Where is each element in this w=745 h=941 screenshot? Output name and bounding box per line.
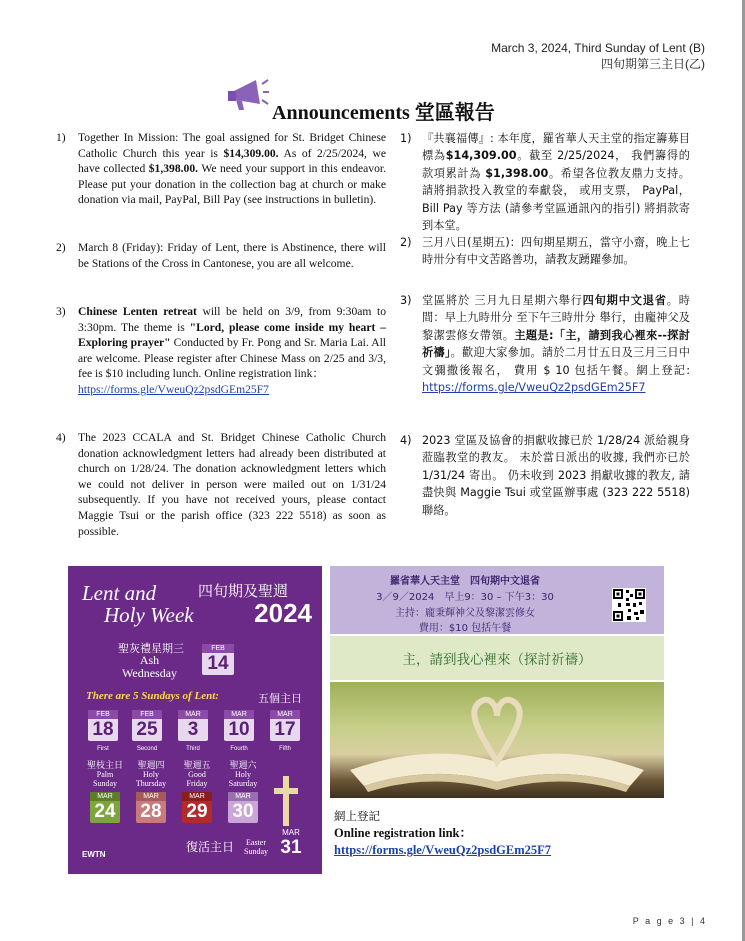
sunday-ordinal: Fifth bbox=[279, 746, 291, 752]
holy-day-label: Holy Saturday bbox=[228, 770, 258, 788]
holy-date-card: MAR 30 bbox=[228, 792, 258, 823]
holy-day-label: Good Friday bbox=[186, 770, 208, 788]
sunday-date-card: FEB 25 bbox=[132, 710, 162, 741]
holy-day-cn: 聖週六 bbox=[229, 761, 257, 771]
easter-cn: 復活主日 bbox=[186, 840, 235, 854]
sunday-date-card: MAR 17 bbox=[270, 710, 300, 741]
easter-date-card: MAR 31 bbox=[280, 828, 302, 858]
registration-link-cn[interactable]: https://forms.gle/VweuQz2psdGEm25F7 bbox=[422, 381, 646, 395]
poster-title-line2: Holy Week bbox=[104, 603, 194, 627]
page-header bbox=[491, 40, 705, 72]
ewtn-logo: EWTN bbox=[82, 850, 106, 859]
holy-day-cn: 聖週四 bbox=[137, 761, 165, 771]
page-title: Announcements 堂區報告 bbox=[272, 102, 495, 124]
holy-day-label: Palm Sunday bbox=[93, 770, 117, 788]
retreat-poster bbox=[330, 566, 664, 798]
lent-holy-week-poster bbox=[68, 566, 322, 874]
registration-cn: 網上登記 bbox=[334, 809, 380, 823]
poster-title-line1: Lent and bbox=[82, 581, 157, 605]
sunday-date-card: MAR 3 bbox=[178, 710, 208, 741]
qr-code-icon bbox=[612, 588, 646, 622]
megaphone-icon bbox=[226, 78, 270, 114]
date-line: March 3, 2024, Third Sunday of Lent (B) bbox=[491, 41, 705, 55]
registration-link-bottom[interactable]: https://forms.gle/VweuQz2psdGEm25F7 bbox=[334, 843, 552, 857]
announcements-heading bbox=[226, 78, 556, 122]
page-number: P a g e 3 | 4 bbox=[632, 916, 707, 926]
open-book-photo bbox=[330, 682, 664, 798]
cross-icon bbox=[274, 776, 298, 826]
sunday-ordinal: Fourth bbox=[230, 746, 248, 752]
holy-day-cn: 聖枝主日 bbox=[86, 761, 123, 771]
sunday-ordinal: Third bbox=[186, 746, 200, 752]
poster-year: 2024 bbox=[254, 598, 312, 628]
sundays-heading-cn: 五個主日 bbox=[258, 692, 302, 705]
holy-day-cn: 聖週五 bbox=[183, 761, 211, 771]
online-registration bbox=[334, 808, 551, 859]
retreat-line4: 費用：$10 包括午餐 bbox=[418, 623, 512, 634]
sunday-ordinal: First bbox=[97, 746, 109, 752]
poster-title-cn: 四旬期及聖週 bbox=[198, 582, 289, 600]
sundays-heading: There are 5 Sundays of Lent: bbox=[86, 690, 219, 702]
sunday-date-card: FEB 18 bbox=[88, 710, 118, 741]
retreat-theme: 主，請到我心裡來（探討祈禱） bbox=[402, 652, 592, 668]
holy-date-card: MAR 28 bbox=[136, 792, 166, 823]
retreat-line2: 3／9／2024 早上9：30 – 下午3：30 bbox=[376, 592, 554, 603]
sunday-date-card: MAR 10 bbox=[224, 710, 254, 741]
holy-day-label: Holy Thursday bbox=[135, 770, 167, 788]
ash-date-card: FEB 14 bbox=[202, 644, 234, 675]
holy-date-card: MAR 24 bbox=[90, 792, 120, 823]
holy-date-card: MAR 29 bbox=[182, 792, 212, 823]
registration-link[interactable]: https://forms.gle/VweuQz2psdGEm25F7 bbox=[78, 382, 269, 396]
retreat-line3: 主持：龐秉輝神父及黎潔雲修女 bbox=[395, 608, 535, 619]
sunday-ordinal: Second bbox=[136, 746, 158, 752]
ash-wednesday-label: Ash Wednesday bbox=[122, 653, 178, 680]
retreat-line1: 羅省華人天主堂 四旬期中文退省 bbox=[390, 576, 540, 587]
registration-label: Online registration link： bbox=[334, 826, 472, 840]
ash-wednesday-cn: 聖灰禮星期三 bbox=[118, 642, 184, 655]
easter-label: Easter Sunday bbox=[244, 838, 268, 856]
date-line-cn: 四旬期第三主日(乙) bbox=[601, 57, 705, 71]
